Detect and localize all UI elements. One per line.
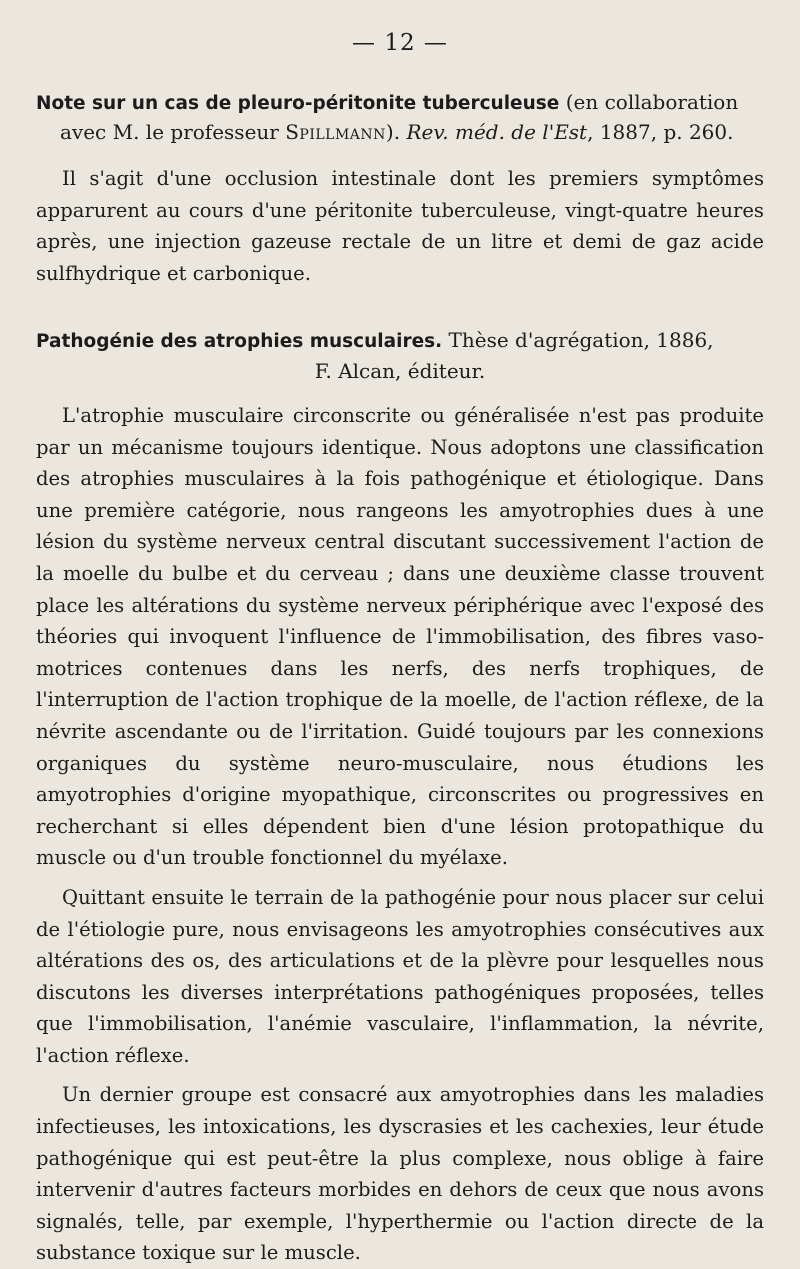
- entry-1-title-rest: (en collaboration: [559, 90, 739, 114]
- entry-1-title-bold: Note sur un cas de pleuro-péritonite tuberculeuse: [36, 93, 560, 114]
- entry-2-title-bold: Pathogénie des atrophies musculaires.: [36, 331, 443, 352]
- entry-1-collab-prefix: avec M. le professeur: [60, 120, 286, 144]
- entry-2-paragraph-1: L'atrophie musculaire circonscrite ou généralisée n'est pas produite par un mécanisme toujours identique. Nous adoptons une classification des atrophies musculaires à la fois pathogénique et étiologique. Dans une première catégorie, nous rangeons les amyotrophies dues à une lésion du système nerveux central discutant successivement l'action de la moelle du bulbe et du cerveau ; dans une deuxième classe trouvent place les altérations du système nerveux périphérique avec l'exposé des théories qui invoquent l'influence de l'immobilisation, des fibres vaso-motrices contenues dans les nerfs, des nerfs trophiques, de l'interruption de l'action trophique de la moelle, de l'action réflexe, de la névrite ascendante ou de l'irritation. Guidé toujours par les connexions organiques du système neuro-musculaire, nous étudions les amyotrophies d'origine myopathique, circonscrites ou progressives en recherchant si elles dépendent bien d'une lésion protopathique du muscle ou d'un trouble fonctionnel du myélaxe.: [36, 404, 764, 870]
- collaborator-name: Spillmann: [285, 120, 386, 144]
- entry-1-citation-line: [36, 118, 764, 147]
- entry-2-body: [36, 400, 764, 1269]
- entry-2-paragraph-2: Quittant ensuite le terrain de la pathogénie pour nous placer sur celui de l'étiologie pure, nous envisageons les amyotrophies consécutives aux altérations des os, des articulations et de la plèvre pour lesquelles nous discutons les diverses interprétations pathogéniques proposées, telles que l'immobilisation, l'anémie vasculaire, l'inflammation, la névrite, l'action réflexe.: [36, 885, 764, 1067]
- entry-1-title: [36, 88, 764, 118]
- publisher-line: F. Alcan, éditeur.: [314, 359, 486, 383]
- bibliography-entry-2: [36, 326, 764, 1269]
- entry-1-collab-suffix: ).: [385, 120, 407, 144]
- entry-2-paragraph-3: Un dernier groupe est consacré aux amyotrophies dans les maladies infectieuses, les intoxications, les dyscrasies et les cachexies, leur étude pathogénique qui est peut-être la plus complexe, nous oblige à faire intervenir d'autres facteurs morbides en dehors de ceux que nous avons signalés, telle, par exemple, l'hyperthermie ou l'action directe de la substance toxique sur le muscle.: [36, 1083, 764, 1265]
- entry-2-title: [36, 326, 764, 356]
- journal-name: Rev. méd. de l'Est: [406, 120, 588, 144]
- page-number: — 12 —: [352, 30, 448, 56]
- entry-2-title-rest: Thèse d'agrégation, 1886,: [442, 328, 714, 352]
- entry-1-summary: Il s'agit d'une occlusion intestinale dont les premiers symptômes apparurent au cours d'une péritonite tuberculeuse, vingt-quatre heures après, une injection gazeuse rectale de un litre et demi de gaz acide sulfhydrique et carbonique.: [36, 167, 764, 285]
- citation-details: , 1887, p. 260.: [587, 120, 734, 144]
- bibliography-entry-1: [36, 88, 764, 289]
